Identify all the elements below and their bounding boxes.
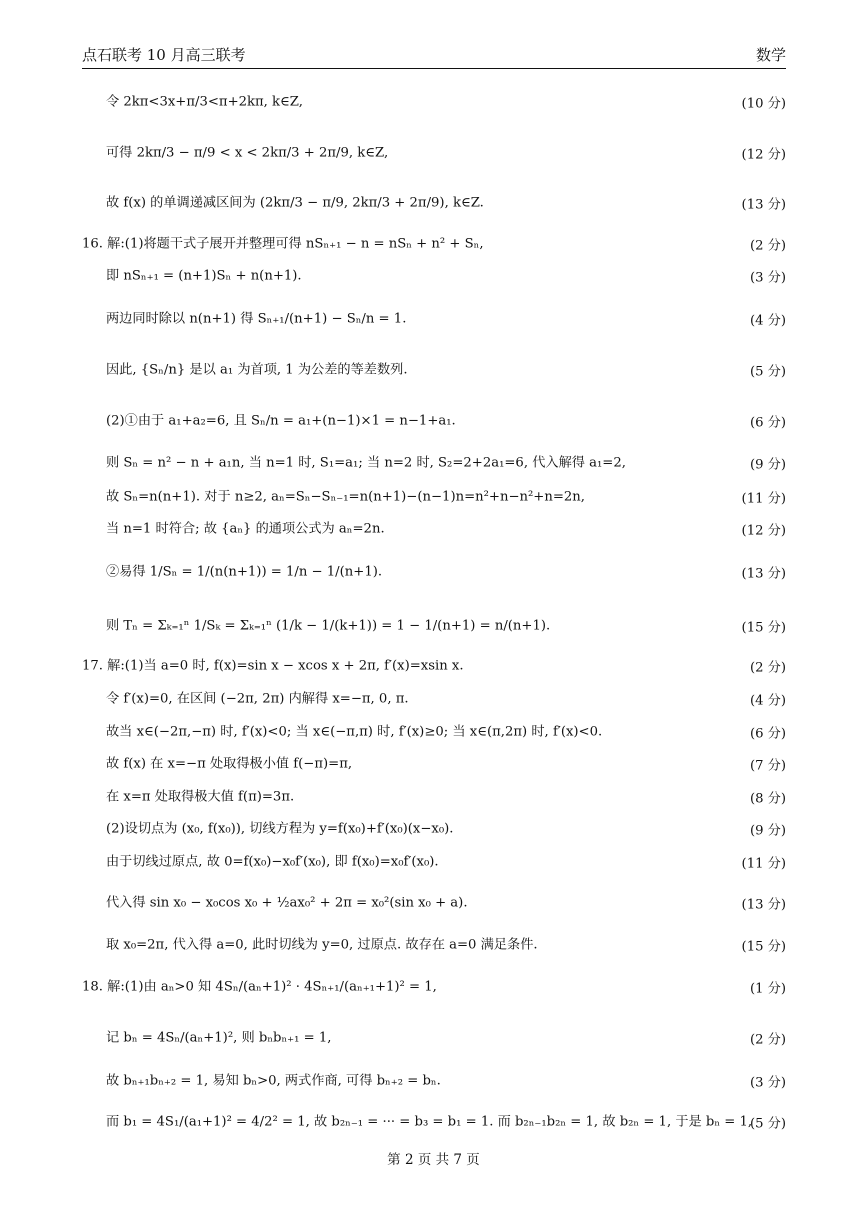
score-mark: (2 分) <box>749 660 786 676</box>
score-mark: (4 分) <box>749 693 786 709</box>
line-text: 当 n=1 时符合; 故 {aₙ} 的通项公式为 aₙ=2n. <box>106 521 385 537</box>
solution-line <box>82 886 786 920</box>
solution-line <box>82 302 786 336</box>
score-mark: (5 分) <box>749 1116 786 1132</box>
solution-line <box>82 845 786 879</box>
score-mark: (13 分) <box>741 197 786 213</box>
score-mark: (2 分) <box>749 1032 786 1048</box>
score-mark: (4 分) <box>749 313 786 329</box>
line-text: 取 x₀=2π, 代入得 a=0, 此时切线为 y=0, 过原点. 故存在 a=0 满足条件. <box>106 937 538 953</box>
score-mark: (5 分) <box>749 364 786 380</box>
line-text: 故 f(x) 的单调递减区间为 (2kπ/3 − π/9, 2kπ/3 + 2π/9), k∈Z. <box>106 195 484 211</box>
line-text: 可得 2kπ/3 − π/9 < x < 2kπ/3 + 2π/9, k∈Z, <box>106 145 389 161</box>
solution-line <box>82 812 786 846</box>
solution-line <box>82 512 786 546</box>
solution-line <box>82 85 786 119</box>
score-mark: (10 分) <box>741 96 786 112</box>
score-mark: (1 分) <box>749 981 786 997</box>
line-text: 两边同时除以 n(n+1) 得 Sₙ₊₁/(n+1) − Sₙ/n = 1. <box>106 311 407 327</box>
line-text: 故当 x∈(−2π,−π) 时, f′(x)<0; 当 x∈(−π,π) 时, f′(x)≥0; 当 x∈(π,2π) 时, f′(x)<0. <box>106 724 603 740</box>
line-text: 故 f(x) 在 x=−π 处取得极小值 f(−π)=π, <box>106 756 353 772</box>
subject-label: 数学 <box>755 46 786 64</box>
line-text: ②易得 1/Sₙ = 1/(n(n+1)) = 1/n − 1/(n+1). <box>106 564 383 580</box>
score-mark: (8 分) <box>749 791 786 807</box>
score-mark: (9 分) <box>749 457 786 473</box>
score-mark: (3 分) <box>749 1075 786 1091</box>
solution-line <box>82 186 786 220</box>
line-text: 令 f′(x)=0, 在区间 (−2π, 2π) 内解得 x=−π, 0, π. <box>106 691 409 707</box>
solution-line <box>82 227 786 261</box>
solution-line <box>82 649 786 683</box>
exam-title: 点石联考 10 月高三联考 <box>82 46 246 64</box>
score-mark: (13 分) <box>741 566 786 582</box>
page-header <box>82 44 786 68</box>
score-mark: (7 分) <box>749 758 786 774</box>
score-mark: (15 分) <box>741 939 786 955</box>
line-text: 在 x=π 处取得极大值 f(π)=3π. <box>106 789 295 805</box>
solution-line <box>82 928 786 962</box>
line-text: (2)①由于 a₁+a₂=6, 且 Sₙ/n = a₁+(n−1)×1 = n−1+a₁. <box>106 413 456 429</box>
solution-line <box>82 353 786 387</box>
solution-line <box>82 609 786 643</box>
solution-line <box>82 682 786 716</box>
line-text: 18. 解:(1)由 aₙ>0 知 4Sₙ/(aₙ+1)² · 4Sₙ₊₁/(aₙ₊₁+1)² = 1, <box>82 979 437 995</box>
solution-line <box>82 555 786 589</box>
score-mark: (13 分) <box>741 897 786 913</box>
score-mark: (3 分) <box>749 270 786 286</box>
solution-line <box>82 747 786 781</box>
solution-line <box>82 446 786 480</box>
line-text: 则 Sₙ = n² − n + a₁n, 当 n=1 时, S₁=a₁; 当 n=2 时, S₂=2+2a₁=6, 代入解得 a₁=2, <box>106 455 626 471</box>
line-text: 则 Tₙ = Σₖ₌₁ⁿ 1/Sₖ = Σₖ₌₁ⁿ (1/k − 1/(k+1)) = 1 − 1/(n+1) = n/(n+1). <box>106 618 551 634</box>
solution-line <box>82 1064 786 1098</box>
line-text: 令 2kπ<3x+π/3<π+2kπ, k∈Z, <box>106 94 303 110</box>
header-rule <box>82 68 786 69</box>
score-mark: (9 分) <box>749 823 786 839</box>
score-mark: (12 分) <box>741 147 786 163</box>
score-mark: (11 分) <box>741 856 786 872</box>
line-text: 而 b₁ = 4S₁/(a₁+1)² = 4/2² = 1, 故 b₂ₙ₋₁ = ··· = b₃ = b₁ = 1. 而 b₂ₙ₋₁b₂ₙ = 1, 故 b₂ₙ = 1, 于是 bₙ = 1, <box>106 1114 753 1130</box>
solution-line <box>82 136 786 170</box>
line-text: 故 Sₙ=n(n+1). 对于 n≥2, aₙ=Sₙ−Sₙ₋₁=n(n+1)−(n−1)n=n²+n−n²+n=2n, <box>106 489 585 505</box>
line-text: 代入得 sin x₀ − x₀cos x₀ + ½ax₀² + 2π = x₀²(sin x₀ + a). <box>106 895 468 911</box>
solution-line <box>82 970 786 1004</box>
line-text: 由于切线过原点, 故 0=f(x₀)−x₀f′(x₀), 即 f(x₀)=x₀f′(x₀). <box>106 854 439 870</box>
line-text: 记 bₙ = 4Sₙ/(aₙ+1)², 则 bₙbₙ₊₁ = 1, <box>106 1030 332 1046</box>
line-text: 即 nSₙ₊₁ = (n+1)Sₙ + n(n+1). <box>106 268 302 284</box>
line-text: 故 bₙ₊₁bₙ₊₂ = 1, 易知 bₙ>0, 两式作商, 可得 bₙ₊₂ = bₙ. <box>106 1073 441 1089</box>
score-mark: (2 分) <box>749 238 786 254</box>
score-mark: (6 分) <box>749 415 786 431</box>
solution-line <box>82 715 786 749</box>
solution-line <box>82 1105 786 1139</box>
page-number: 第 2 页 共 7 页 <box>387 1152 480 1168</box>
solution-line <box>82 780 786 814</box>
score-mark: (12 分) <box>741 523 786 539</box>
solution-line <box>82 1021 786 1055</box>
line-text: 因此, {Sₙ/n} 是以 a₁ 为首项, 1 为公差的等差数列. <box>106 362 408 378</box>
solution-line <box>82 480 786 514</box>
solution-line <box>82 404 786 438</box>
line-text: 17. 解:(1)当 a=0 时, f(x)=sin x − xcos x + 2π, f′(x)=xsin x. <box>82 658 464 674</box>
score-mark: (11 分) <box>741 491 786 507</box>
line-text: 16. 解:(1)将题干式子展开并整理可得 nSₙ₊₁ − n = nSₙ + n² + Sₙ, <box>82 236 484 252</box>
solution-line <box>82 259 786 293</box>
score-mark: (15 分) <box>741 620 786 636</box>
score-mark: (6 分) <box>749 726 786 742</box>
line-text: (2)设切点为 (x₀, f(x₀)), 切线方程为 y=f(x₀)+f′(x₀)(x−x₀). <box>106 821 454 837</box>
